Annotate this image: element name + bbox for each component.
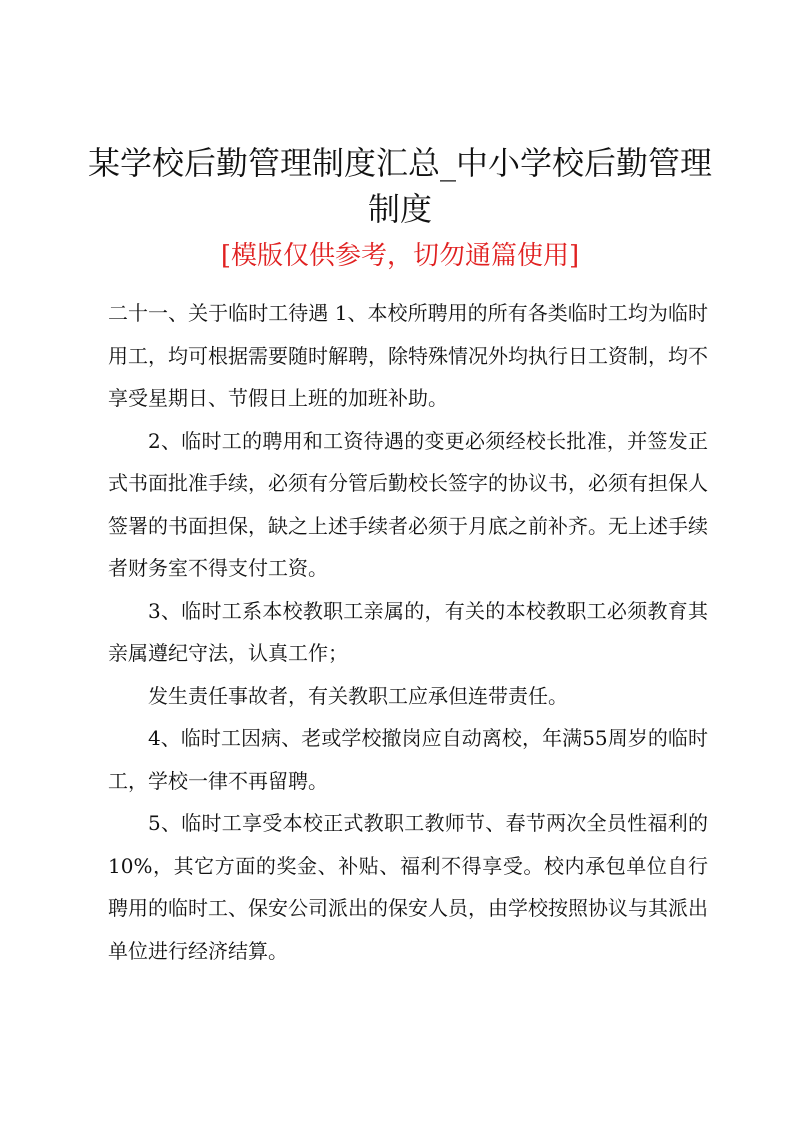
paragraph-6: 5、临时工享受本校正式教职工教师节、春节两次全员性福利的10%，其它方面的奖金、补贴、福利不得享受。校内承包单位自行聘用的临时工、保安公司派出的保安人员，由学校按照协议与其派出单位进行经济结算。 [108,811,708,963]
paragraph-4: 发生责任事故者，有关教职工应承但连带责任。 [148,683,568,708]
paragraph-3: 3、临时工系本校教职工亲属的，有关的本校教职工必须教育其亲属遵纪守法，认真工作； [108,598,708,665]
template-notice: [模版仅供参考，切勿通篇使用] [220,241,580,271]
paragraph-1: 二十一、关于临时工待遇 1、本校所聘用的所有各类临时工均为临时用工，均可根据需要随时解聘，除特殊情况外均执行日工资制，均不享受星期日、节假日上班的加班补助。 [108,301,708,410]
paragraph-2: 2、临时工的聘用和工资待遇的变更必须经校长批准，并签发正式书面批准手续，必须有分管后勤校长签字的协议书，必须有担保人签署的书面担保，缺之上述手续者必须于月底之前补齐。无上述手续者财务室不得支付工资。 [108,428,708,580]
paragraph-5: 4、临时工因病、老或学校撤岗应自动离校，年满55周岁的临时工，学校一律不再留聘。 [108,726,708,793]
document-body [108,292,708,972]
document-title-line2: 制度 [367,190,432,228]
document-title-line1: 某学校后勤管理制度汇总_中小学校后勤管理 [87,144,712,182]
